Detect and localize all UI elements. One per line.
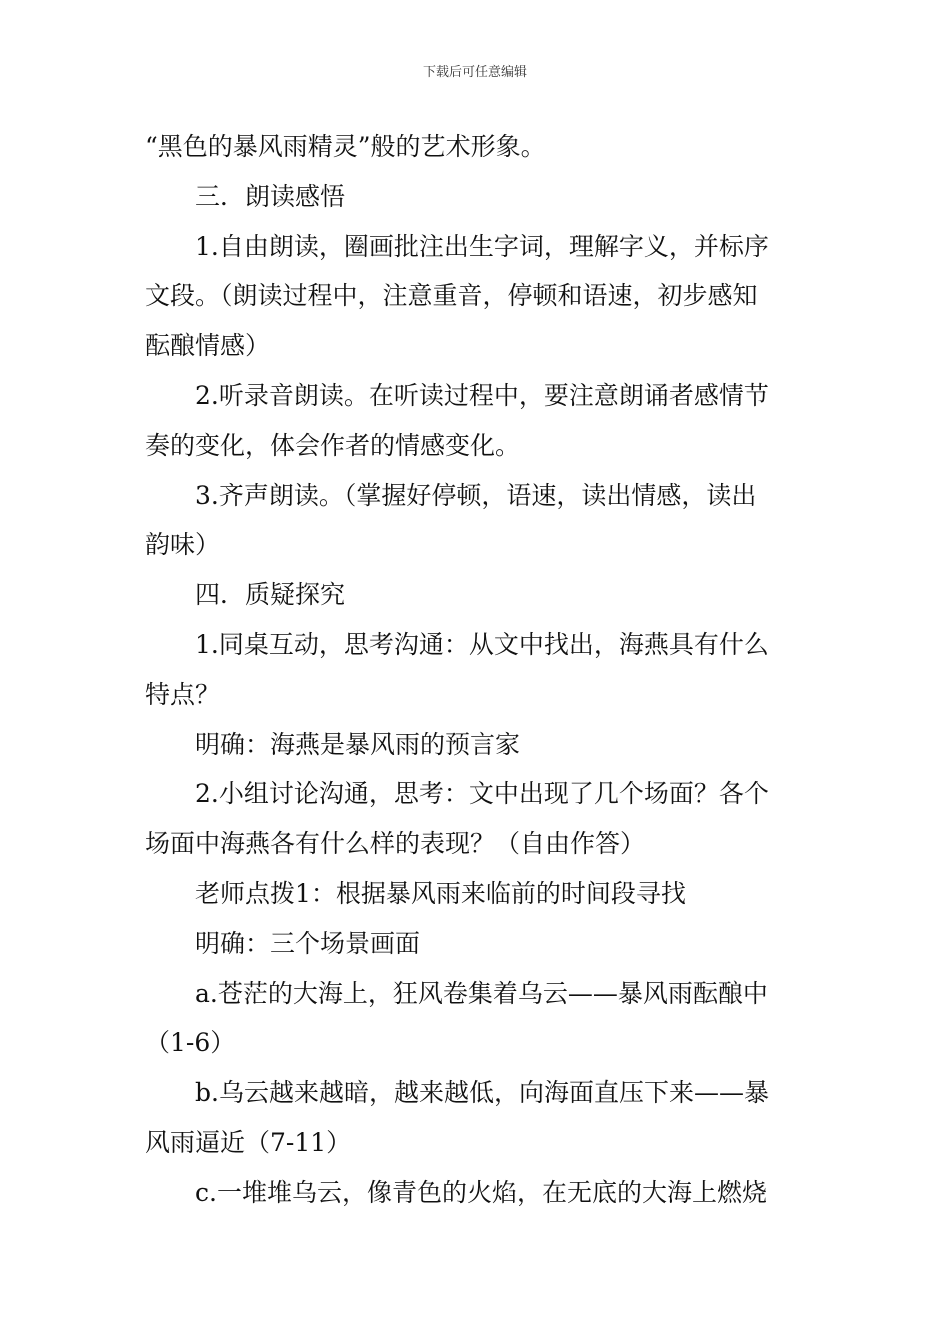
text-line: 老师点拨1：根据暴风雨来临前的时间段寻找 bbox=[195, 878, 686, 908]
text-line: 韵味） bbox=[145, 530, 221, 560]
text-line: 1.自由朗读，圈画批注出生字词，理解字义，并标序 bbox=[195, 231, 769, 261]
page-header: 下载后可任意编辑 bbox=[422, 65, 527, 80]
text-line: a.苍茫的大海上，狂风卷集着乌云——暴风雨酝酿中 bbox=[195, 978, 768, 1008]
text-line: 明确：三个场景画面 bbox=[195, 928, 421, 958]
text-line: 2.小组讨论沟通，思考：文中出现了几个场面？各个 bbox=[195, 779, 769, 809]
text-line: 明确：海燕是暴风雨的预言家 bbox=[195, 729, 521, 759]
text-line: 3.齐声朗读。（掌握好停顿，语速，读出情感，读出 bbox=[195, 480, 757, 510]
text-line: 奏的变化，体会作者的情感变化。 bbox=[145, 430, 521, 460]
text-line: 文段。（朗读过程中，注意重音，停顿和语速，初步感知 bbox=[145, 281, 758, 311]
text-line: 场面中海燕各有什么样的表现？（自由作答） bbox=[145, 829, 646, 859]
section-heading: 四．质疑探究 bbox=[195, 580, 346, 610]
text-line: 2.听录音朗读。在听读过程中，要注意朗诵者感情节 bbox=[195, 380, 769, 410]
text-line: 风雨逼近（7-11） bbox=[145, 1127, 352, 1157]
text-line: b.乌云越来越暗，越来越低，向海面直压下来——暴 bbox=[195, 1078, 769, 1108]
text-line: （1-6） bbox=[145, 1028, 236, 1058]
section-heading: 三．朗读感悟 bbox=[195, 181, 346, 211]
text-line: 特点？ bbox=[145, 679, 221, 709]
text-line: 1.同桌互动，思考沟通：从文中找出，海燕具有什么 bbox=[195, 629, 769, 659]
text-line: “黑色的暴风雨精灵”般的艺术形象。 bbox=[145, 132, 546, 161]
document-body bbox=[145, 122, 805, 1218]
text-line: c.一堆堆乌云，像青色的火焰，在无底的大海上燃烧 bbox=[195, 1177, 767, 1207]
text-line: 酝酿情感） bbox=[145, 331, 271, 361]
